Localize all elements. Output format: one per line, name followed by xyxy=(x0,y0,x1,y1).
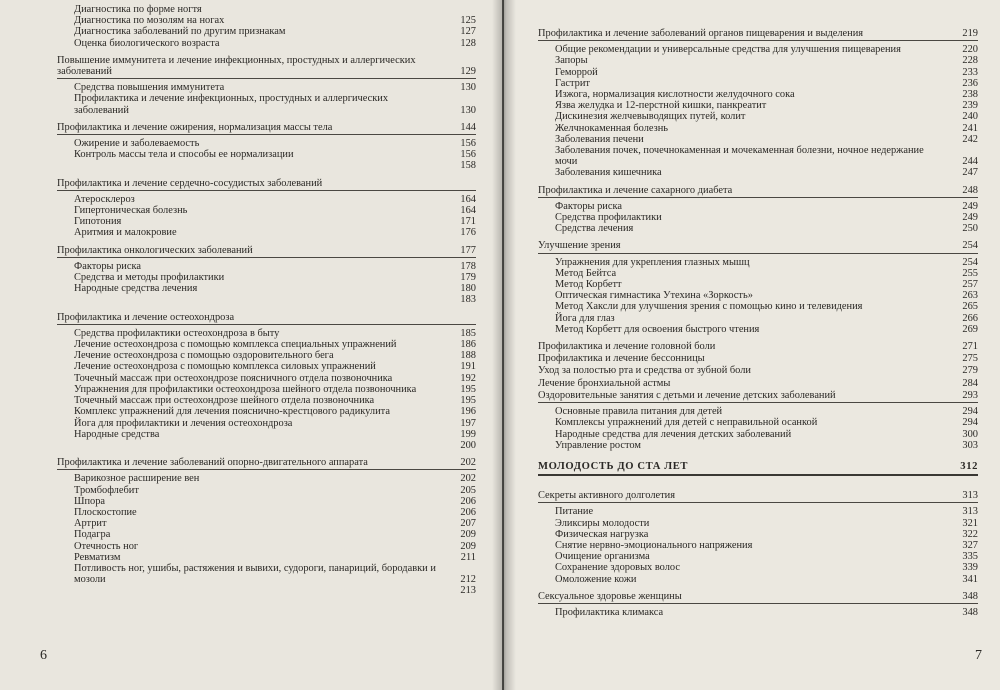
toc-entry-title: Упражнения для укрепления глазных мышц xyxy=(555,256,750,268)
toc-entry xyxy=(538,313,978,324)
toc-section xyxy=(57,178,476,239)
toc-entry-page: 238 xyxy=(962,89,978,101)
toc-entry-page: 348 xyxy=(962,606,978,618)
toc-entry-title: Заболевания почек, почечнокаменная и мочекаменная болезни, ночное недержание мочи xyxy=(555,145,924,168)
toc-entry xyxy=(57,507,476,518)
toc-entry-page: 164 xyxy=(460,205,476,217)
toc-entry-title: Метод Корбетт для освоения быстрого чтения xyxy=(555,323,760,335)
toc-section xyxy=(538,28,978,179)
toc-chapter-heading-title: Оздоровительные занятия с детьми и лечение детских заболеваний xyxy=(538,389,836,401)
toc-entry-page: 192 xyxy=(460,372,476,384)
toc-entry-page: 202 xyxy=(460,473,476,485)
toc-entry-page: 171 xyxy=(460,216,476,228)
toc-entry-title: Профилактика и лечение инфекционных, простудных и аллергических заболеваний xyxy=(74,93,389,116)
toc-section xyxy=(57,4,476,49)
toc-entry-title: Ожирение и заболеваемость xyxy=(74,138,200,150)
toc-entry-page: 250 xyxy=(962,223,978,235)
toc-entry-page: 183 xyxy=(460,294,476,306)
toc-entry-page: 180 xyxy=(460,283,476,295)
toc-entry-page: 239 xyxy=(962,100,978,112)
toc-entry xyxy=(57,485,476,496)
toc-entry-page: 335 xyxy=(962,551,978,563)
toc-chapter-heading-title: Профилактика и лечение бессонницы xyxy=(538,353,705,365)
toc-entry-page: 206 xyxy=(460,506,476,518)
toc-chapter-heading-page: 275 xyxy=(962,353,978,365)
toc-entry xyxy=(538,429,978,440)
toc-entry-page: 321 xyxy=(962,517,978,529)
toc-entry-page: 249 xyxy=(962,212,978,224)
toc-chapter-heading-title: Секреты активного долголетия xyxy=(538,490,675,502)
toc-entry xyxy=(538,562,978,573)
toc-entry xyxy=(538,223,978,234)
toc-entry-page: 209 xyxy=(460,529,476,541)
toc-entry xyxy=(57,194,476,205)
toc-chapter-heading-page: 144 xyxy=(460,121,476,133)
toc-entry-page: 212 xyxy=(460,574,476,586)
toc-entry-page: 313 xyxy=(962,506,978,518)
toc-entry-title: Средства профилактики остеохондроза в быту xyxy=(74,327,280,339)
toc-entry-title: Ревматизм xyxy=(74,551,121,563)
toc-entry-title: Заболевания кишечника xyxy=(555,167,662,179)
toc-entry xyxy=(538,551,978,562)
toc-chapter-heading xyxy=(538,185,978,198)
toc-entry-page: 241 xyxy=(962,122,978,134)
toc-entry-title: Диагностика заболеваний по другим признакам xyxy=(74,26,286,38)
toc-entry xyxy=(57,518,476,529)
toc-entry-title: Заболевания печени xyxy=(555,133,644,145)
toc-entry-title: Точечный массаж при остеохондрозе шейного отдела позвоночника xyxy=(74,395,375,407)
toc-entry xyxy=(57,26,476,37)
toc-entry xyxy=(538,279,978,290)
toc-entry-title: Эликсиры молодости xyxy=(555,517,650,529)
toc-entry-page: 178 xyxy=(460,260,476,272)
toc-entry-page: 156 xyxy=(460,149,476,161)
toc-part-heading xyxy=(538,461,978,476)
toc-entry-page: 156 xyxy=(460,138,476,150)
toc-entry-title: Очищение организма xyxy=(555,551,650,563)
toc-chapter-heading-title: Лечение бронхиальной астмы xyxy=(538,377,671,389)
toc-entry-page: 164 xyxy=(460,193,476,205)
toc-entry-page: 300 xyxy=(962,428,978,440)
toc-chapter-heading xyxy=(538,353,978,365)
toc-entry-page: 228 xyxy=(962,55,978,67)
toc-entry-title: Физическая нагрузка xyxy=(555,528,649,540)
toc-entry-page: 294 xyxy=(962,406,978,418)
toc-entry xyxy=(538,290,978,301)
toc-entry xyxy=(538,417,978,428)
toc-chapter-heading xyxy=(538,591,978,604)
toc-entry xyxy=(57,283,476,294)
toc-entry-title: Факторы риска xyxy=(555,200,622,212)
toc-chapter-heading-title: Профилактика и лечение ожирения, нормализация массы тела xyxy=(57,121,333,133)
toc-chapter-heading-page: 202 xyxy=(460,457,476,469)
toc-entry-title: Йога для глаз xyxy=(555,312,615,324)
toc-entry-title: Метод Хаксли для улучшения зрения с помощью кино и телевидения xyxy=(555,301,863,313)
toc-section xyxy=(57,122,476,172)
toc-entry-page: 200 xyxy=(460,439,476,451)
toc-chapter-heading-page: 293 xyxy=(962,389,978,401)
toc-entry-page: 207 xyxy=(460,518,476,530)
toc-entry xyxy=(57,38,476,49)
toc-entry xyxy=(57,563,476,585)
toc-section xyxy=(57,245,476,306)
toc-entry xyxy=(538,67,978,78)
toc-entry-title: Омоложение кожи xyxy=(555,573,637,585)
toc-entry-title: Общие рекомендации и универсальные средства для улучшения пищеварения xyxy=(555,44,901,56)
toc-entry-page: 254 xyxy=(962,256,978,268)
toc-entry-title: Гастрит xyxy=(555,77,590,89)
toc-entry-title: Оценка биологического возраста xyxy=(74,37,220,49)
toc-section xyxy=(538,461,978,476)
toc-entry-page: 247 xyxy=(962,167,978,179)
toc-entry xyxy=(57,350,476,361)
toc-entry xyxy=(57,384,476,395)
toc-entry xyxy=(538,324,978,335)
toc-entry xyxy=(57,4,476,15)
toc-entry-title: Сохранение здоровых волос xyxy=(555,562,680,574)
toc-chapter-heading-page: 177 xyxy=(460,244,476,256)
toc-entry xyxy=(57,160,476,171)
toc-entry-page: 209 xyxy=(460,540,476,552)
toc-entry-title: Аритмия и малокровие xyxy=(74,227,177,239)
toc-chapter-heading-title: Профилактика и лечение сердечно-сосудистых заболеваний xyxy=(57,177,323,189)
toc-entry-page: 327 xyxy=(962,539,978,551)
toc-chapter-heading-title: Уход за полостью рта и средства от зубной боли xyxy=(538,365,751,377)
toc-entry xyxy=(538,529,978,540)
toc-entry xyxy=(538,301,978,312)
toc-entry xyxy=(538,78,978,89)
toc-entry xyxy=(538,55,978,66)
toc-entry xyxy=(57,529,476,540)
toc-entry xyxy=(538,506,978,517)
toc-chapter-heading xyxy=(538,378,978,390)
toc-chapter-heading-title: Профилактика и лечение сахарного диабета xyxy=(538,184,733,196)
toc-chapter-heading xyxy=(57,55,476,79)
toc-entry-title: Упражнения для профилактики остеохондроза шейного отдела позвоночника xyxy=(74,383,417,395)
toc-chapter-heading-page: 271 xyxy=(962,341,978,353)
toc-entry xyxy=(57,429,476,440)
toc-entry-page: 188 xyxy=(460,350,476,362)
toc-entry xyxy=(57,552,476,563)
toc-section xyxy=(538,490,978,585)
toc-entry-title: Лечение остеохондроза с помощью комплекса силовых упражнений xyxy=(74,361,376,373)
toc-entry xyxy=(57,585,476,596)
toc-entry xyxy=(538,440,978,451)
toc-chapter-heading-title: Профилактика и лечение заболеваний органов пищеварения и выделения xyxy=(538,28,864,39)
toc-entry xyxy=(57,82,476,93)
toc-entry-title: Подагра xyxy=(74,529,111,541)
toc-entry xyxy=(57,339,476,350)
toc-chapter-heading xyxy=(57,457,476,470)
toc-entry-title: Профилактика климакса xyxy=(555,606,664,618)
toc-entry-page: 255 xyxy=(962,267,978,279)
toc-entry xyxy=(57,149,476,160)
toc-entry xyxy=(538,574,978,585)
toc-entry xyxy=(538,607,978,618)
toc-chapter-heading xyxy=(538,341,978,353)
toc-entry-page: 195 xyxy=(460,395,476,407)
right-page xyxy=(504,0,1000,690)
toc-entry-title: Точечный массаж при остеохондрозе поясничного отдела позвоночника xyxy=(74,372,393,384)
toc-entry-page: 191 xyxy=(460,361,476,373)
toc-entry xyxy=(538,406,978,417)
toc-entry xyxy=(538,145,978,167)
toc-entry-page: 341 xyxy=(962,573,978,585)
toc-entry-title: Отечность ног xyxy=(74,540,139,552)
toc-entry-page: 266 xyxy=(962,312,978,324)
toc-entry-page: 186 xyxy=(460,339,476,351)
toc-chapter-heading-title: Профилактика и лечение остеохондроза xyxy=(57,311,235,323)
toc-section xyxy=(57,312,476,451)
toc-part-heading-title: МОЛОДОСТЬ ДО СТА ЛЕТ xyxy=(538,460,689,472)
toc-chapter-heading-title: Сексуальное здоровье женщины xyxy=(538,590,682,602)
toc-entry-title: Лечение остеохондроза с помощью оздоровительного бега xyxy=(74,350,334,362)
toc-entry-page: 242 xyxy=(962,133,978,145)
toc-entry-title: Метод Корбетт xyxy=(555,279,622,291)
toc-entry-page: 195 xyxy=(460,383,476,395)
toc-chapter-heading-page: 254 xyxy=(962,240,978,252)
toc-entry-title: Народные средства для лечения детских заболеваний xyxy=(555,428,792,440)
toc-entry xyxy=(538,257,978,268)
toc-section xyxy=(57,55,476,116)
page-number-right: 7 xyxy=(975,648,982,663)
toc-chapter-heading-page: 219 xyxy=(962,28,978,39)
toc-entry-title: Факторы риска xyxy=(74,260,141,272)
toc-chapter-heading-page: 248 xyxy=(962,184,978,196)
toc-entry-title: Диагностика по мозолям на ногах xyxy=(74,15,225,27)
toc-entry xyxy=(57,418,476,429)
toc-entry-title: Запоры xyxy=(555,55,588,67)
toc-entry-page: 233 xyxy=(962,66,978,78)
toc-entry-page: 158 xyxy=(460,160,476,172)
toc-entry xyxy=(538,540,978,551)
toc-entry xyxy=(538,518,978,529)
toc-entry-page: 249 xyxy=(962,200,978,212)
toc-entry xyxy=(57,93,476,115)
toc-entry-title: Желчнокаменная болезнь xyxy=(555,122,669,134)
toc-entry-title: Оптическая гимнастика Утехина «Зоркость» xyxy=(555,290,753,302)
toc-entry-page: 130 xyxy=(460,82,476,94)
toc-entry-title: Тромбофлебит xyxy=(74,484,139,496)
toc-entry-title: Изжога, нормализация кислотности желудочного сока xyxy=(555,89,795,101)
toc-chapter-heading xyxy=(538,28,978,41)
toc-entry-page: 127 xyxy=(460,26,476,38)
toc-entry-page: 220 xyxy=(962,44,978,56)
toc-entry-page: 125 xyxy=(460,15,476,27)
toc-entry-title: Гипертоническая болезнь xyxy=(74,205,188,217)
toc-entry xyxy=(538,212,978,223)
toc-entry-title: Средства и методы профилактики xyxy=(74,272,225,284)
toc-section xyxy=(538,341,978,451)
toc-entry-title: Плоскостопие xyxy=(74,506,137,518)
toc-entry xyxy=(57,406,476,417)
toc-entry xyxy=(57,373,476,384)
page-number-left: 6 xyxy=(40,648,47,663)
toc-chapter-heading-title: Улучшение зрения xyxy=(538,240,621,252)
toc-entry xyxy=(57,361,476,372)
toc-entry-page: 205 xyxy=(460,484,476,496)
toc-entry-title: Комплекс упражнений для лечения пояснично-крестцового радикулита xyxy=(74,406,390,418)
toc-entry xyxy=(538,89,978,100)
toc-entry-page: 244 xyxy=(962,156,978,168)
toc-chapter-heading xyxy=(538,240,978,253)
toc-entry-page: 236 xyxy=(962,77,978,89)
toc-entry-title: Снятие нервно-эмоционального напряжения xyxy=(555,539,753,551)
toc-entry-page: 211 xyxy=(460,551,476,563)
toc-entry xyxy=(57,440,476,451)
toc-chapter-heading-title: Профилактика онкологических заболеваний xyxy=(57,244,253,256)
toc-entry-title: Комплексы упражнений для детей с неправильной осанкой xyxy=(555,417,818,429)
toc-entry-page: 179 xyxy=(460,272,476,284)
toc-entry xyxy=(538,123,978,134)
toc-entry-page: 269 xyxy=(962,323,978,335)
toc-entry xyxy=(57,328,476,339)
toc-entry-title: Артрит xyxy=(74,518,107,530)
toc-chapter-heading xyxy=(57,122,476,135)
toc-entry-title: Потливость ног, ушибы, растяжения и вывихи, судороги, панариций, бородавки и мозоли xyxy=(74,562,436,586)
toc-entry xyxy=(57,395,476,406)
toc-entry xyxy=(57,261,476,272)
toc-section xyxy=(538,591,978,618)
toc-entry xyxy=(538,134,978,145)
toc-chapter-heading-page: 279 xyxy=(962,365,978,377)
toc-chapter-heading xyxy=(538,490,978,503)
toc-entry-title: Метод Бейтса xyxy=(555,267,617,279)
toc-section xyxy=(538,185,978,235)
toc-entry-page: 196 xyxy=(460,406,476,418)
toc-chapter-heading-title: Повышение иммунитета и лечение инфекционных, простудных и аллергических заболеваний xyxy=(57,54,416,78)
toc-entry-page: 128 xyxy=(460,37,476,49)
toc-entry-title: Управление ростом xyxy=(555,439,641,451)
toc-chapter-heading-page: 284 xyxy=(962,377,978,389)
toc-entry-title: Шпора xyxy=(74,495,106,507)
toc-entry-title: Гипотония xyxy=(74,216,122,228)
toc-entry-page: 176 xyxy=(460,227,476,239)
toc-entry-title: Средства профилактики xyxy=(555,212,662,224)
toc-entry xyxy=(57,205,476,216)
toc-entry-page: 263 xyxy=(962,290,978,302)
toc-entry-title: Народные средства xyxy=(74,428,160,440)
toc-chapter-heading-title: Профилактика и лечение заболеваний опорно-двигательного аппарата xyxy=(57,457,368,469)
toc-entry-page: 257 xyxy=(962,279,978,291)
toc-entry-page: 213 xyxy=(460,585,476,597)
toc-entry-page: 294 xyxy=(962,417,978,429)
toc-entry-title: Язва желудка и 12-перстной кишки, панкреатит xyxy=(555,100,767,112)
toc-entry-title: Контроль массы тела и способы ее нормализации xyxy=(74,149,294,161)
toc-entry-page: 303 xyxy=(962,439,978,451)
toc-entry-page: 197 xyxy=(460,417,476,429)
toc-entry-page: 130 xyxy=(460,104,476,116)
toc-chapter-heading xyxy=(538,390,978,403)
toc-chapter-heading xyxy=(57,245,476,258)
toc-chapter-heading xyxy=(57,312,476,325)
toc-entry xyxy=(538,100,978,111)
toc-chapter-heading-page: 129 xyxy=(460,66,476,78)
toc-entry xyxy=(538,111,978,122)
toc-chapter-heading xyxy=(538,365,978,377)
toc-entry-title: Средства повышения иммунитета xyxy=(74,82,225,94)
toc-entry-page: 322 xyxy=(962,528,978,540)
toc-entry-title: Атеросклероз xyxy=(74,193,135,205)
toc-entry-page: 199 xyxy=(460,428,476,440)
toc-entry-page: 240 xyxy=(962,111,978,123)
toc-chapter-heading xyxy=(57,178,476,191)
toc-entry xyxy=(57,272,476,283)
toc-entry-page: 185 xyxy=(460,327,476,339)
toc-part-heading-page: 312 xyxy=(960,460,978,472)
toc-entry xyxy=(538,167,978,178)
toc-chapter-heading-page: 348 xyxy=(962,590,978,602)
toc-chapter-heading-title: Профилактика и лечение головной боли xyxy=(538,341,716,353)
toc-entry xyxy=(538,201,978,212)
toc-entry xyxy=(57,473,476,484)
toc-entry-title: Диагностика по форме ногтя xyxy=(74,4,202,15)
toc-chapter-heading-page: 313 xyxy=(962,490,978,502)
toc-entry-title: Йога для профилактики и лечения остеохондроза xyxy=(74,417,293,429)
toc-section xyxy=(57,457,476,596)
toc-entry xyxy=(57,216,476,227)
toc-entry xyxy=(57,496,476,507)
toc-entry-title: Основные правила питания для детей xyxy=(555,406,723,418)
toc-entry-title: Варикозное расширение вен xyxy=(74,473,200,485)
toc-entry-page: 265 xyxy=(962,301,978,313)
toc-entry xyxy=(57,138,476,149)
toc-entry-page: 206 xyxy=(460,495,476,507)
toc-entry xyxy=(57,294,476,305)
toc-entry-title: Лечение остеохондроза с помощью комплекса специальных упражнений xyxy=(74,339,397,351)
toc-entry xyxy=(538,44,978,55)
toc-entry-page: 339 xyxy=(962,562,978,574)
toc-entry-title: Дискинезия желчевыводящих путей, колит xyxy=(555,111,746,123)
toc-entry xyxy=(538,268,978,279)
toc-entry-title: Средства лечения xyxy=(555,223,634,235)
toc-entry-title: Питание xyxy=(555,506,594,518)
toc-section xyxy=(538,240,978,335)
toc-entry-title: Геморрой xyxy=(555,66,598,78)
toc-entry xyxy=(57,15,476,26)
toc-entry xyxy=(57,541,476,552)
toc-entry xyxy=(57,227,476,238)
toc-entry-title: Народные средства лечения xyxy=(74,283,198,295)
